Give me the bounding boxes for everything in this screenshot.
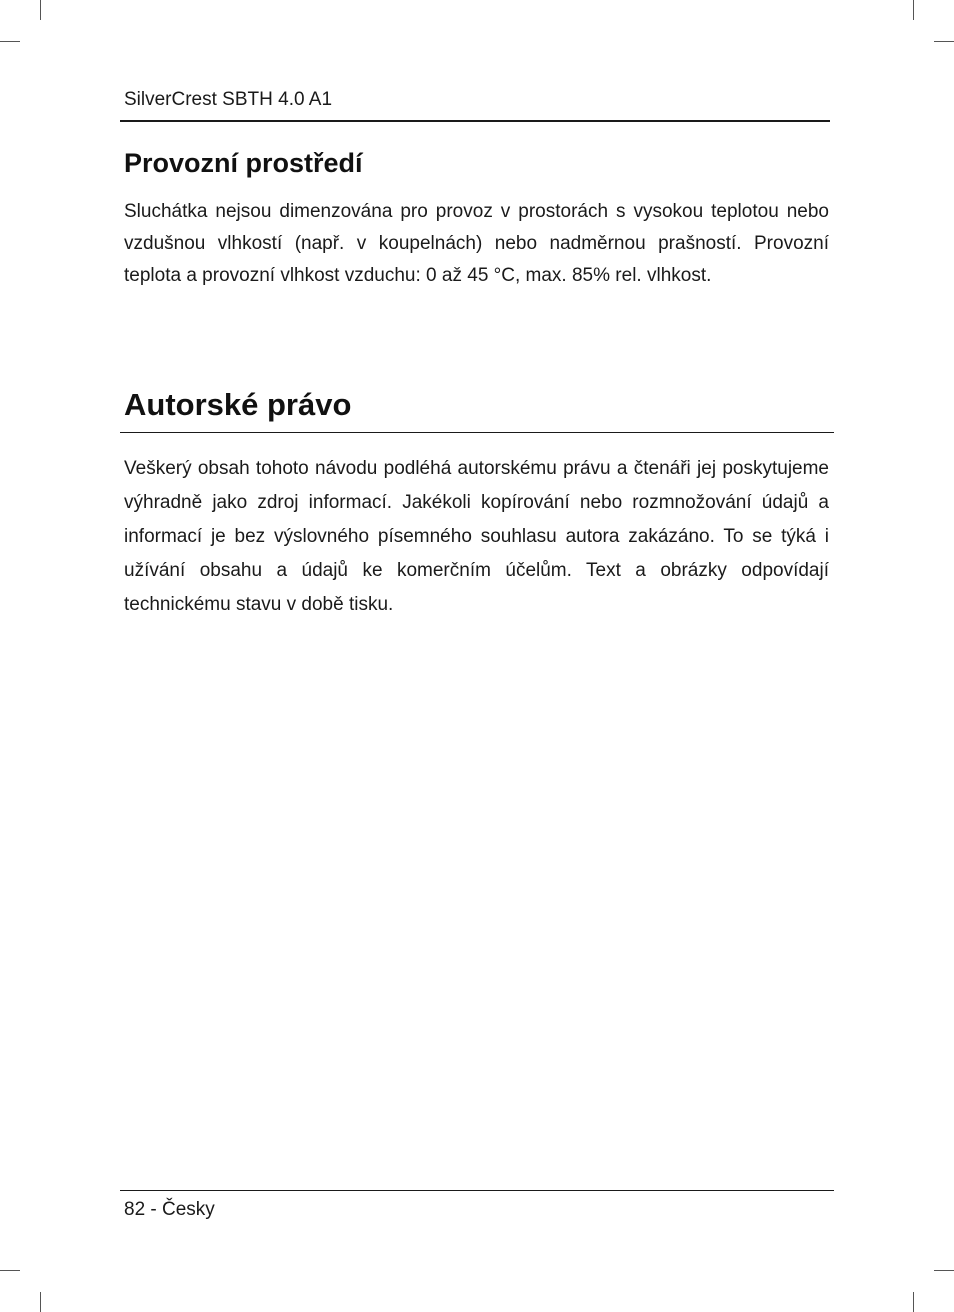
crop-mark-top-right — [913, 0, 914, 20]
crop-mark-bottom-left-h — [0, 1270, 20, 1271]
crop-mark-bottom-left — [40, 1292, 41, 1312]
crop-mark-top-left — [40, 0, 41, 20]
header-rule — [120, 120, 830, 122]
crop-mark-bottom-right-h — [934, 1270, 954, 1271]
page-footer: 82 - Česky — [124, 1199, 215, 1220]
copyright-heading-rule — [120, 432, 834, 433]
section-body-operating-environment: Sluchátka nejsou dimenzována pro provoz v prostorách s vysokou teplotou nebo vzdušnou vlhkostí (např. v koupelnách) nebo nadměrnou prašností. Provozní teplota a provozní vlhkost vzduchu: 0 až 45 °C, max. 85% rel. vlhkost. — [124, 201, 829, 286]
crop-mark-top-right-h — [934, 41, 954, 42]
crop-mark-top-left-h — [0, 41, 20, 42]
section-heading-operating-environment: Provozní prostředí — [124, 148, 363, 178]
footer-rule — [120, 1190, 834, 1191]
running-header: SilverCrest SBTH 4.0 A1 — [124, 89, 333, 110]
crop-mark-bottom-right — [913, 1292, 914, 1312]
section-body-copyright: Veškerý obsah tohoto návodu podléhá autorskému právu a čtenáři jej poskytujeme výhradně jako zdroj informací. Jakékoli kopírování nebo rozmnožování údajů a informací je bez výslovného písemného souhlasu autora zakázáno. To se týká i užívání obsahu a údajů ke komerčním účelům. Text a obrázky odpovídají technickému stavu v době tisku. — [124, 458, 829, 615]
section-heading-copyright: Autorské právo — [124, 387, 352, 422]
